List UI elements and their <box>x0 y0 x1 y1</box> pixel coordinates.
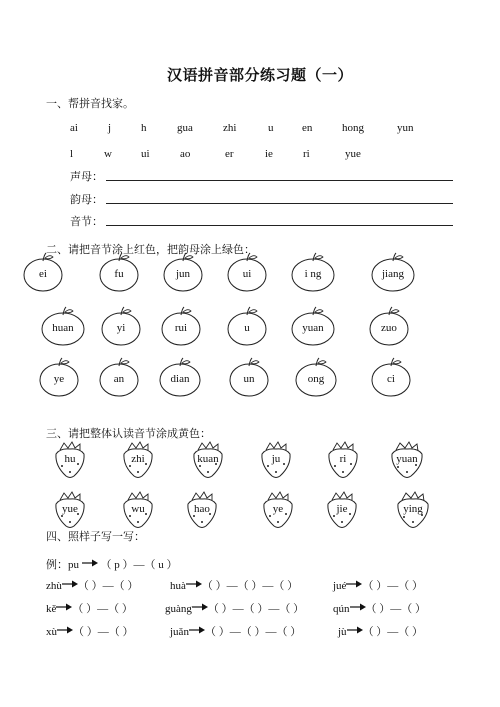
exercise-blanks: （ ）—（ ）—（ ） <box>204 626 302 638</box>
pinyin-item: en <box>302 122 313 134</box>
pinyin-item: hong <box>342 122 364 134</box>
label-finals: 韵母： <box>70 193 103 206</box>
strawberry-item[interactable] <box>325 440 361 480</box>
exercise-item[interactable] <box>170 623 301 639</box>
apple-item[interactable] <box>226 307 268 347</box>
label-initials: 声母： <box>70 170 103 183</box>
arrow-right-icon <box>82 559 98 567</box>
arrow-right-icon <box>57 626 73 634</box>
pinyin-item: ui <box>141 148 150 160</box>
apple-label: u <box>244 322 250 334</box>
apple-label: ong <box>307 373 325 385</box>
apple-label: fu <box>114 268 124 280</box>
strawberry-item[interactable] <box>190 440 226 480</box>
exercise-item[interactable] <box>338 623 423 639</box>
strawberry-label: yuan <box>396 453 418 465</box>
exercise-syllable: huà <box>170 580 186 592</box>
strawberry-item[interactable] <box>52 490 88 530</box>
exercise-item[interactable] <box>333 577 423 593</box>
strawberry-label: ying <box>403 503 423 515</box>
apple-item[interactable] <box>226 253 268 293</box>
answer-line-syllables[interactable] <box>106 225 453 226</box>
strawberry-item[interactable] <box>258 440 294 480</box>
exercise-blanks: （ ）—（ ） <box>365 603 426 615</box>
exercise-blanks: （ ）—（ ） <box>77 580 139 592</box>
apple-label: rui <box>174 322 188 334</box>
strawberry-item[interactable] <box>260 490 296 530</box>
pinyin-item: j <box>108 122 112 134</box>
apple-label: an <box>113 373 125 385</box>
apple-item[interactable] <box>294 358 338 398</box>
pinyin-item: l <box>70 148 74 160</box>
apple-label: i ng <box>304 268 322 280</box>
strawberry-item[interactable] <box>388 440 426 480</box>
exercise-blanks: （ ）—（ ）—（ ） <box>207 603 305 615</box>
exercise-syllable: zhù <box>46 580 62 592</box>
strawberry-label: ju <box>271 453 281 465</box>
strawberry-label: ri <box>339 453 347 465</box>
apple-item[interactable] <box>370 253 416 293</box>
arrow-right-icon <box>62 580 78 588</box>
exercise-item[interactable] <box>170 577 298 593</box>
apple-item[interactable] <box>38 358 80 398</box>
apple-item[interactable] <box>290 307 336 347</box>
example-answer: （ p ）—（ u ） <box>100 559 178 571</box>
apple-item[interactable] <box>228 358 270 398</box>
apple-label: ci <box>387 373 395 385</box>
pinyin-item: zhi <box>223 122 237 134</box>
answer-line-initials[interactable] <box>106 180 453 181</box>
pinyin-item: er <box>225 148 234 160</box>
example-prefix: 例： <box>46 559 68 571</box>
strawberry-label: zhi <box>131 453 145 465</box>
answer-line-finals[interactable] <box>106 203 453 204</box>
section-4-heading: 四、照样子写一写： <box>46 530 145 543</box>
pinyin-item: ai <box>70 122 78 134</box>
exercise-blanks: （ ）—（ ） <box>362 626 424 638</box>
exercise-blanks: （ ）—（ ） <box>73 626 134 638</box>
arrow-right-icon <box>192 603 208 611</box>
strawberry-item[interactable] <box>184 490 220 530</box>
exercise-syllable: juǎn <box>170 626 189 638</box>
section-2-heading: 二、请把音节涂上红色，把韵母涂上绿色： <box>46 243 255 256</box>
exercise-item[interactable] <box>46 577 138 593</box>
strawberry-label: hu <box>64 453 76 465</box>
apple-item[interactable] <box>158 358 202 398</box>
exercise-item[interactable] <box>333 600 426 616</box>
strawberry-item[interactable] <box>120 490 156 530</box>
page-title: 汉语拼音部分练习题（一） <box>166 66 353 84</box>
pinyin-item: yue <box>345 148 361 160</box>
arrow-right-icon <box>346 580 362 588</box>
exercise-syllable: kě <box>46 603 57 615</box>
arrow-right-icon <box>347 626 363 634</box>
apple-label: yi <box>116 322 126 334</box>
strawberry-label: wu <box>131 503 145 515</box>
pinyin-item: w <box>104 148 112 160</box>
pinyin-item: ri <box>303 148 310 160</box>
apple-item[interactable] <box>162 253 204 293</box>
pinyin-item: ao <box>180 148 191 160</box>
apple-label: huan <box>52 322 74 334</box>
apple-item[interactable] <box>98 358 140 398</box>
pinyin-item: u <box>268 122 274 134</box>
apple-label: un <box>243 373 255 385</box>
exercise-syllable: jù <box>338 626 347 638</box>
example-syllable: pu <box>68 559 79 571</box>
apple-label: ei <box>39 268 47 280</box>
strawberry-item[interactable] <box>324 490 360 530</box>
apple-label: jiang <box>382 268 404 280</box>
strawberry-label: jie <box>336 503 348 515</box>
arrow-right-icon <box>350 603 366 611</box>
apple-item[interactable] <box>370 358 412 398</box>
arrow-right-icon <box>186 580 202 588</box>
strawberry-item[interactable] <box>120 440 156 480</box>
apple-item[interactable] <box>290 253 336 293</box>
exercise-item[interactable] <box>46 623 134 639</box>
apple-item[interactable] <box>160 307 202 347</box>
exercise-blanks: （ ）—（ ）—（ ） <box>201 580 299 592</box>
exercise-blanks: （ ）—（ ） <box>72 603 133 615</box>
apple-label: yuan <box>302 322 324 334</box>
apple-item[interactable] <box>368 307 410 347</box>
strawberry-label: ye <box>272 503 284 515</box>
apple-item[interactable] <box>100 307 142 347</box>
pinyin-item: ie <box>265 148 273 160</box>
pinyin-item: gua <box>177 122 193 134</box>
apple-label: jun <box>175 268 191 280</box>
section-1-heading: 一、帮拼音找家。 <box>46 97 134 110</box>
exercise-syllable: guàng <box>165 603 192 615</box>
apple-item[interactable] <box>40 307 86 347</box>
strawberry-item[interactable] <box>52 440 88 480</box>
exercise-item[interactable] <box>165 600 304 616</box>
exercise-syllable: jué <box>333 580 347 592</box>
exercise-blanks: （ ）—（ ） <box>362 580 423 592</box>
apple-item[interactable] <box>98 253 140 293</box>
strawberry-item[interactable] <box>394 490 432 530</box>
strawberry-label: kuan <box>197 453 219 465</box>
exercise-syllable: qún <box>333 603 350 615</box>
apple-label: ui <box>242 268 252 280</box>
arrow-right-icon <box>189 626 205 634</box>
apple-item[interactable] <box>22 253 64 293</box>
exercise-syllable: xù <box>46 626 57 638</box>
label-syllables: 音节： <box>70 215 103 228</box>
apple-label: zuo <box>381 322 397 334</box>
apple-label: ye <box>53 373 65 385</box>
example-row <box>46 556 178 572</box>
apple-label: dian <box>170 373 190 385</box>
pinyin-item: h <box>141 122 147 134</box>
section-3-heading: 三、请把整体认读音节涂成黄色： <box>46 427 211 440</box>
exercise-item[interactable] <box>46 600 133 616</box>
pinyin-item: yun <box>397 122 414 134</box>
arrow-right-icon <box>56 603 72 611</box>
strawberry-label: hao <box>194 503 210 515</box>
strawberry-label: yue <box>62 503 78 515</box>
